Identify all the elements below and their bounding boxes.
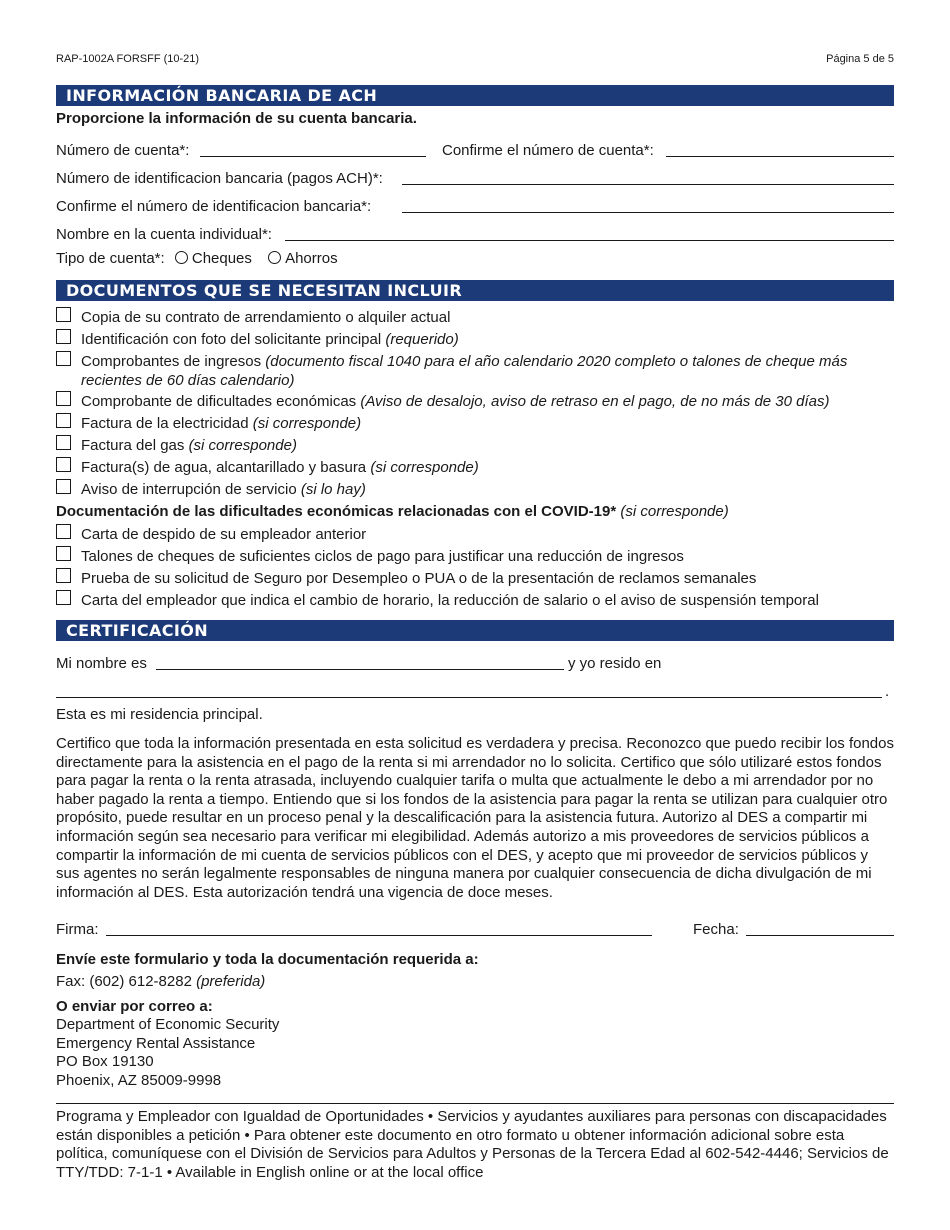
bank-intro: Proporcione la información de su cuenta bancaria.: [56, 110, 417, 127]
covid-item-paystubs: Talones de cheques de suficientes ciclos de pago para justificar una reducción de ingresos: [81, 548, 684, 565]
footer-notice: Programa y Empleador con Igualdad de Oportunidades • Servicios y ayudantes auxiliares para personas con discapacidades están disponibles a petición • Para obtener este documento en otro formato u obtener información adicional sobre esta política, comuníquese con el División de Servicios para Adultos y Personas de la Tercera Edad al 602-542-4446; Servicios de TTY/TDD: 7-1-1 • Available in English online or at the local office: [56, 1103, 894, 1182]
doc-item-water: Factura(s) de agua, alcantarillado y basura (si corresponde): [81, 459, 479, 476]
fax-line: Fax: (602) 612-8282 (preferida): [56, 973, 266, 990]
account-type-row: [56, 250, 338, 267]
radio-checking[interactable]: [175, 251, 188, 264]
checkbox-hardship[interactable]: [56, 391, 71, 406]
form-id: RAP-1002A FORSFF (10-21): [56, 53, 200, 65]
doc-item-shutoff: Aviso de interrupción de servicio (si lo hay): [81, 481, 366, 498]
doc-item-gas: Factura del gas (si corresponde): [81, 437, 297, 454]
page-number: Página 5 de 5: [826, 53, 894, 65]
doc-item-electric: Factura de la electricidad (si corresponde): [81, 415, 362, 432]
certification-statement: Certifico que toda la información presentada en esta solicitud es verdadera y precisa. Reconozco que puedo recibir los fondos directamente para la asistencia en el pago de la renta si mi arrendador no lo solicita. Certifico que sólo utilizaré estos fondos para pagar la renta o la renta atrasada, incluyendo cualquier tarifa o multa que actualmente le debo a mi arrendador por no haber pagado la renta a tiempo. Entiendo que si los fondos de la asistencia para pagar la renta se utilizan para cualquier otro propósito, puede resultar en un proceso penal y la descalificación para la asistencia futura. Autorizo al DES a compartir mi información según sea necesario para verificar mi elegibilidad. Además autorizo a mis proveedores de servicios públicos a compartir la información de mi cuenta de servicios públicos con el DES, y acepto que mi proveedor de servicios públicos y sus agentes no serán legalmente responsables de ninguna manera por cualquier consecuencia de dicha divulgación de mi información al DES. Esta autorización tendrá una vigencia de doce meses.: [56, 735, 894, 901]
account-type-label: Tipo de cuenta*:: [56, 250, 165, 267]
residence-field[interactable]: [56, 697, 882, 698]
checkbox-electric[interactable]: [56, 413, 71, 428]
confirm-account-label: Confirme el número de cuenta*:: [442, 142, 654, 159]
covid-item-layoff: Carta de despido de su empleador anterior: [81, 526, 367, 543]
residence-period: .: [885, 683, 890, 700]
address-line: PO Box 19130: [56, 1053, 154, 1071]
date-field[interactable]: [746, 935, 894, 936]
date-label: Fecha:: [693, 921, 739, 938]
signature-label: Firma:: [56, 921, 99, 938]
radio-checking-label: Cheques: [191, 250, 252, 267]
checkbox-income[interactable]: [56, 351, 71, 366]
covid-item-employer-letter: Carta del empleador que indica el cambio de horario, la reducción de salario o el aviso de suspensión temporal: [81, 592, 819, 609]
certifier-name-field[interactable]: [156, 669, 564, 670]
address-line: Department of Economic Security: [56, 1016, 280, 1033]
mail-heading: O enviar por correo a:: [56, 998, 213, 1015]
doc-item-lease: Copia de su contrato de arrendamiento o alquiler actual: [81, 309, 451, 326]
doc-item-hardship: Comprobante de dificultades económicas (Aviso de desalojo, aviso de retraso en el pago, de no más de 30 días): [81, 393, 830, 410]
checkbox-paystubs[interactable]: [56, 546, 71, 561]
covid-item-unemployment: Prueba de su solicitud de Seguro por Desempleo o PUA o de la presentación de reclamos semanales: [81, 570, 757, 587]
checkbox-photo-id[interactable]: [56, 329, 71, 344]
mailing-address: [56, 1016, 279, 1090]
section-header-certification: CERTIFICACIÓN: [56, 620, 894, 641]
routing-number-label: Número de identificacion bancaria (pagos ACH)*:: [56, 170, 383, 187]
account-name-field[interactable]: [285, 240, 894, 241]
routing-number-field[interactable]: [402, 184, 894, 185]
radio-savings[interactable]: [268, 251, 281, 264]
radio-savings-label: Ahorros: [285, 250, 338, 267]
confirm-routing-label: Confirme el número de identificacion bancaria*:: [56, 198, 372, 215]
signature-field[interactable]: [106, 935, 652, 936]
section-header-bank: INFORMACIÓN BANCARIA DE ACH: [56, 85, 894, 106]
checkbox-lease[interactable]: [56, 307, 71, 322]
checkbox-gas[interactable]: [56, 435, 71, 450]
covid-heading: Documentación de las dificultades económicas relacionadas con el COVID-19* (si corresponde): [56, 503, 729, 520]
checkbox-layoff[interactable]: [56, 524, 71, 539]
account-name-label: Nombre en la cuenta individual*:: [56, 226, 272, 243]
address-line: Emergency Rental Assistance: [56, 1034, 256, 1052]
name-prefix: Mi nombre es: [56, 655, 147, 672]
confirm-routing-field[interactable]: [402, 212, 894, 213]
account-number-field[interactable]: [200, 156, 426, 157]
checkbox-employer-letter[interactable]: [56, 590, 71, 605]
principal-residence: Esta es mi residencia principal.: [56, 706, 263, 723]
confirm-account-field[interactable]: [666, 156, 894, 157]
section-header-documents: DOCUMENTOS QUE SE NECESITAN INCLUIR: [56, 280, 894, 301]
account-number-label: Número de cuenta*:: [56, 142, 190, 159]
submit-heading: Envíe este formulario y toda la documentación requerida a:: [56, 951, 479, 968]
doc-item-income: Comprobantes de ingresos (documento fiscal 1040 para el año calendario 2020 completo o talones de cheque más recientes de 60 días calendario): [81, 353, 848, 389]
address-line: Phoenix, AZ 85009-9998: [56, 1071, 222, 1089]
checkbox-shutoff[interactable]: [56, 479, 71, 494]
checkbox-unemployment[interactable]: [56, 568, 71, 583]
doc-item-photo-id: Identificación con foto del solicitante principal (requerido): [81, 331, 459, 348]
checkbox-water[interactable]: [56, 457, 71, 472]
name-suffix: y yo resido en: [568, 655, 662, 672]
